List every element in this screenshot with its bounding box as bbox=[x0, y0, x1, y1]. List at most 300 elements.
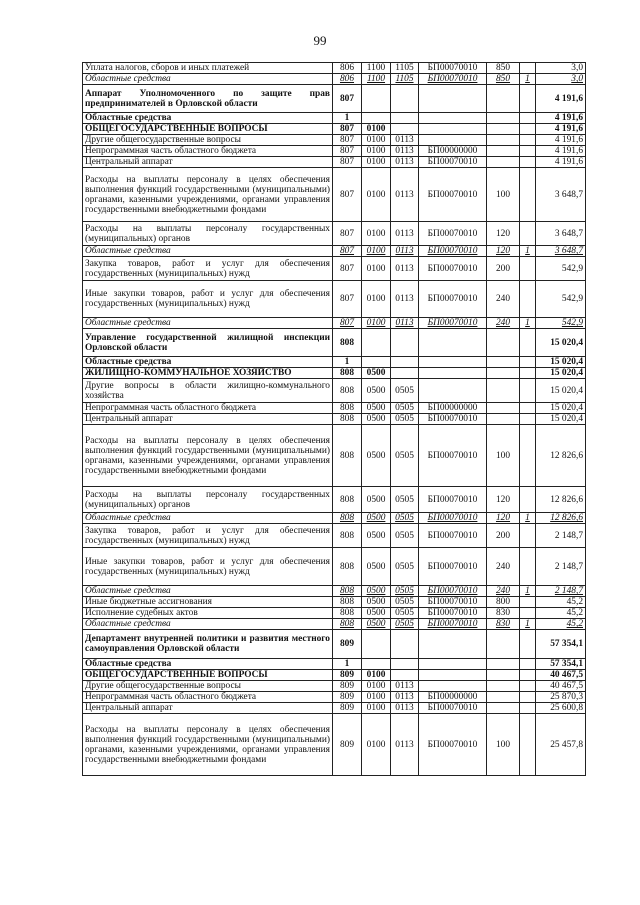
row-target-article: БП00070010 bbox=[419, 597, 487, 608]
table-row bbox=[83, 379, 586, 403]
row-amount: 40 467,5 bbox=[536, 670, 586, 681]
row-ved-code: 808 bbox=[333, 403, 362, 414]
row-subsection-code: 0113 bbox=[391, 714, 419, 776]
row-target-article bbox=[419, 135, 487, 146]
row-target-article bbox=[419, 85, 487, 113]
row-name: Областные средства bbox=[83, 357, 333, 368]
table-row bbox=[83, 714, 586, 776]
row-target-article bbox=[419, 659, 487, 670]
row-subsection-code: 0113 bbox=[391, 257, 419, 281]
row-source-code bbox=[520, 487, 536, 513]
row-subsection-code: 0113 bbox=[391, 146, 419, 157]
row-name: Другие вопросы в области жилищно-коммунального хозяйства bbox=[83, 379, 333, 403]
row-subsection-code: 0505 bbox=[391, 487, 419, 513]
row-target-article: БП00070010 bbox=[419, 257, 487, 281]
table-row bbox=[83, 608, 586, 619]
row-name: Областные средства bbox=[83, 513, 333, 524]
row-subsection-code bbox=[391, 85, 419, 113]
row-ved-code: 807 bbox=[333, 222, 362, 246]
table-row bbox=[83, 670, 586, 681]
row-source-code bbox=[520, 124, 536, 135]
row-ved-code: 808 bbox=[333, 619, 362, 630]
row-target-article: БП00070010 bbox=[419, 513, 487, 524]
table-row bbox=[83, 246, 586, 257]
row-source-code bbox=[520, 425, 536, 487]
row-expense-type bbox=[487, 703, 520, 714]
row-subsection-code bbox=[391, 659, 419, 670]
row-target-article: БП00070010 bbox=[419, 714, 487, 776]
row-source-code bbox=[520, 524, 536, 548]
row-ved-code: 808 bbox=[333, 586, 362, 597]
row-amount: 3 648,7 bbox=[536, 222, 586, 246]
row-expense-type: 830 bbox=[487, 619, 520, 630]
row-section-code: 0100 bbox=[362, 222, 391, 246]
row-name: Областные средства bbox=[83, 246, 333, 257]
row-name: Иные бюджетные ассигнования bbox=[83, 597, 333, 608]
row-ved-code: 808 bbox=[333, 368, 362, 379]
row-target-article bbox=[419, 630, 487, 659]
table-row bbox=[83, 597, 586, 608]
row-target-article bbox=[419, 681, 487, 692]
row-amount: 15 020,4 bbox=[536, 357, 586, 368]
row-expense-type bbox=[487, 659, 520, 670]
table-row bbox=[83, 168, 586, 222]
row-source-code bbox=[520, 670, 536, 681]
row-source-code bbox=[520, 403, 536, 414]
row-target-article: БП00070010 bbox=[419, 281, 487, 318]
row-name: Областные средства bbox=[83, 659, 333, 670]
row-expense-type bbox=[487, 692, 520, 703]
row-name: Закупка товаров, работ и услуг для обеспечения государственных (муниципальных) нужд bbox=[83, 524, 333, 548]
row-name: Расходы на выплаты персоналу в целях обеспечения выполнения функций государственными (муниципальными) органами, казенными учреждениями, органами управления государственными внебюджетными фондами bbox=[83, 168, 333, 222]
table-row bbox=[83, 357, 586, 368]
row-subsection-code: 0113 bbox=[391, 281, 419, 318]
row-subsection-code bbox=[391, 630, 419, 659]
row-subsection-code: 0113 bbox=[391, 318, 419, 329]
row-source-code bbox=[520, 257, 536, 281]
row-name: Иные закупки товаров, работ и услуг для обеспечения государственных (муниципальных) нужд bbox=[83, 281, 333, 318]
row-source-code bbox=[520, 597, 536, 608]
row-amount: 542,9 bbox=[536, 318, 586, 329]
row-subsection-code: 0505 bbox=[391, 548, 419, 586]
row-name: Расходы на выплаты персоналу в целях обеспечения выполнения функций государственными (муниципальными) органами, казенными учреждениями, органами управления государственными внебюджетными фондами bbox=[83, 425, 333, 487]
row-subsection-code: 0505 bbox=[391, 586, 419, 597]
row-expense-type bbox=[487, 414, 520, 425]
row-name: Областные средства bbox=[83, 318, 333, 329]
row-subsection-code: 0505 bbox=[391, 403, 419, 414]
row-amount: 12 826,6 bbox=[536, 513, 586, 524]
table-row bbox=[83, 414, 586, 425]
row-section-code: 0500 bbox=[362, 524, 391, 548]
row-target-article: БП00000000 bbox=[419, 146, 487, 157]
row-ved-code: 809 bbox=[333, 670, 362, 681]
row-amount: 3,0 bbox=[536, 74, 586, 85]
row-section-code: 0100 bbox=[362, 692, 391, 703]
table-row bbox=[83, 425, 586, 487]
table-row bbox=[83, 487, 586, 513]
row-section-code: 0100 bbox=[362, 246, 391, 257]
row-ved-code: 809 bbox=[333, 714, 362, 776]
row-ved-code: 806 bbox=[333, 63, 362, 74]
row-subsection-code: 0505 bbox=[391, 414, 419, 425]
row-amount: 15 020,4 bbox=[536, 329, 586, 357]
row-subsection-code: 0505 bbox=[391, 513, 419, 524]
table-row bbox=[83, 703, 586, 714]
row-subsection-code: 0505 bbox=[391, 608, 419, 619]
row-name: ОБЩЕГОСУДАРСТВЕННЫЕ ВОПРОСЫ bbox=[83, 670, 333, 681]
row-section-code: 0500 bbox=[362, 548, 391, 586]
row-source-code: 1 bbox=[520, 318, 536, 329]
row-amount: 4 191,6 bbox=[536, 157, 586, 168]
row-target-article: БП00070010 bbox=[419, 63, 487, 74]
row-name: Департамент внутренней политики и развития местного самоуправления Орловской области bbox=[83, 630, 333, 659]
row-ved-code: 807 bbox=[333, 146, 362, 157]
row-amount: 15 020,4 bbox=[536, 403, 586, 414]
row-target-article: БП00070010 bbox=[419, 703, 487, 714]
row-target-article: БП00070010 bbox=[419, 586, 487, 597]
row-ved-code: 807 bbox=[333, 318, 362, 329]
row-name: Областные средства bbox=[83, 586, 333, 597]
row-source-code bbox=[520, 157, 536, 168]
row-ved-code: 807 bbox=[333, 257, 362, 281]
row-subsection-code: 0113 bbox=[391, 681, 419, 692]
row-expense-type: 200 bbox=[487, 257, 520, 281]
row-expense-type: 200 bbox=[487, 524, 520, 548]
table-row bbox=[83, 113, 586, 124]
row-ved-code: 808 bbox=[333, 608, 362, 619]
row-name: Иные закупки товаров, работ и услуг для обеспечения государственных (муниципальных) нужд bbox=[83, 548, 333, 586]
row-target-article: БП00070010 bbox=[419, 74, 487, 85]
table-row bbox=[83, 524, 586, 548]
row-subsection-code: 0113 bbox=[391, 135, 419, 146]
row-subsection-code: 0113 bbox=[391, 157, 419, 168]
row-ved-code: 807 bbox=[333, 124, 362, 135]
row-section-code: 0100 bbox=[362, 703, 391, 714]
row-amount: 25 600,8 bbox=[536, 703, 586, 714]
table-row bbox=[83, 619, 586, 630]
row-amount: 4 191,6 bbox=[536, 146, 586, 157]
table-row bbox=[83, 681, 586, 692]
row-ved-code: 1 bbox=[333, 357, 362, 368]
row-target-article bbox=[419, 379, 487, 403]
row-expense-type: 120 bbox=[487, 222, 520, 246]
row-ved-code: 808 bbox=[333, 425, 362, 487]
table-row bbox=[83, 281, 586, 318]
row-source-code bbox=[520, 357, 536, 368]
row-ved-code: 809 bbox=[333, 681, 362, 692]
row-ved-code: 809 bbox=[333, 703, 362, 714]
row-name: Другие общегосударственные вопросы bbox=[83, 135, 333, 146]
row-target-article: БП00070010 bbox=[419, 548, 487, 586]
row-expense-type bbox=[487, 157, 520, 168]
table-row bbox=[83, 63, 586, 74]
row-amount: 2 148,7 bbox=[536, 524, 586, 548]
row-name: Непрограммная часть областного бюджета bbox=[83, 146, 333, 157]
row-amount: 542,9 bbox=[536, 281, 586, 318]
row-name: Управление государственной жилищной инспекции Орловской области bbox=[83, 329, 333, 357]
row-subsection-code: 0505 bbox=[391, 524, 419, 548]
budget-table bbox=[82, 62, 586, 776]
row-section-code: 0500 bbox=[362, 414, 391, 425]
row-target-article bbox=[419, 357, 487, 368]
table-row bbox=[83, 368, 586, 379]
row-expense-type: 850 bbox=[487, 63, 520, 74]
row-ved-code: 808 bbox=[333, 597, 362, 608]
row-name: Центральный аппарат bbox=[83, 703, 333, 714]
row-expense-type: 830 bbox=[487, 608, 520, 619]
row-subsection-code: 1105 bbox=[391, 63, 419, 74]
row-subsection-code: 0113 bbox=[391, 168, 419, 222]
row-ved-code: 808 bbox=[333, 548, 362, 586]
row-subsection-code: 0505 bbox=[391, 619, 419, 630]
row-amount: 15 020,4 bbox=[536, 414, 586, 425]
row-name: Областные средства bbox=[83, 113, 333, 124]
table-row bbox=[83, 659, 586, 670]
row-section-code bbox=[362, 113, 391, 124]
row-section-code: 0500 bbox=[362, 379, 391, 403]
row-expense-type bbox=[487, 681, 520, 692]
row-amount: 4 191,6 bbox=[536, 135, 586, 146]
row-section-code: 0500 bbox=[362, 619, 391, 630]
row-expense-type bbox=[487, 124, 520, 135]
row-section-code: 0500 bbox=[362, 425, 391, 487]
row-target-article bbox=[419, 368, 487, 379]
row-target-article bbox=[419, 670, 487, 681]
row-name: ЖИЛИЩНО-КОММУНАЛЬНОЕ ХОЗЯЙСТВО bbox=[83, 368, 333, 379]
row-ved-code: 807 bbox=[333, 157, 362, 168]
row-amount: 542,9 bbox=[536, 257, 586, 281]
row-target-article: БП00070010 bbox=[419, 168, 487, 222]
row-section-code bbox=[362, 630, 391, 659]
row-amount: 12 826,6 bbox=[536, 487, 586, 513]
row-name: Расходы на выплаты персоналу государственных (муниципальных) органов bbox=[83, 222, 333, 246]
row-source-code bbox=[520, 63, 536, 74]
row-source-code bbox=[520, 548, 536, 586]
row-section-code bbox=[362, 357, 391, 368]
row-name: Расходы на выплаты персоналу государственных (муниципальных) органов bbox=[83, 487, 333, 513]
row-amount: 45,2 bbox=[536, 619, 586, 630]
row-expense-type: 120 bbox=[487, 246, 520, 257]
row-ved-code: 807 bbox=[333, 168, 362, 222]
row-section-code: 0100 bbox=[362, 257, 391, 281]
row-source-code bbox=[520, 85, 536, 113]
row-expense-type bbox=[487, 630, 520, 659]
row-source-code bbox=[520, 281, 536, 318]
table-row bbox=[83, 630, 586, 659]
row-expense-type bbox=[487, 670, 520, 681]
row-ved-code: 808 bbox=[333, 513, 362, 524]
row-amount: 3 648,7 bbox=[536, 168, 586, 222]
row-source-code bbox=[520, 630, 536, 659]
row-subsection-code bbox=[391, 357, 419, 368]
row-section-code: 0100 bbox=[362, 146, 391, 157]
row-section-code: 0500 bbox=[362, 368, 391, 379]
row-expense-type: 850 bbox=[487, 74, 520, 85]
row-expense-type bbox=[487, 85, 520, 113]
row-section-code: 0500 bbox=[362, 487, 391, 513]
row-subsection-code bbox=[391, 368, 419, 379]
row-name: Уплата налогов, сборов и иных платежей bbox=[83, 63, 333, 74]
row-section-code bbox=[362, 329, 391, 357]
row-ved-code: 807 bbox=[333, 281, 362, 318]
row-expense-type: 800 bbox=[487, 597, 520, 608]
row-amount: 4 191,6 bbox=[536, 124, 586, 135]
row-target-article: БП00070010 bbox=[419, 487, 487, 513]
row-subsection-code: 0113 bbox=[391, 222, 419, 246]
row-expense-type: 240 bbox=[487, 318, 520, 329]
row-ved-code: 807 bbox=[333, 135, 362, 146]
row-expense-type bbox=[487, 135, 520, 146]
row-section-code: 0500 bbox=[362, 586, 391, 597]
row-amount: 15 020,4 bbox=[536, 379, 586, 403]
table-row bbox=[83, 135, 586, 146]
row-name: Аппарат Уполномоченного по защите прав предпринимателей в Орловской области bbox=[83, 85, 333, 113]
page-number: 99 bbox=[313, 33, 327, 48]
row-amount: 4 191,6 bbox=[536, 113, 586, 124]
row-name: Расходы на выплаты персоналу в целях обеспечения выполнения функций государственными (муниципальными) органами, казенными учреждениями, органами управления государственными внебюджетными фондами bbox=[83, 714, 333, 776]
row-source-code: 1 bbox=[520, 513, 536, 524]
row-amount: 25 870,3 bbox=[536, 692, 586, 703]
table-row bbox=[83, 74, 586, 85]
row-expense-type bbox=[487, 146, 520, 157]
row-ved-code: 1 bbox=[333, 113, 362, 124]
row-amount: 57 354,1 bbox=[536, 630, 586, 659]
row-amount: 45,2 bbox=[536, 608, 586, 619]
row-target-article: БП00000000 bbox=[419, 692, 487, 703]
row-source-code bbox=[520, 135, 536, 146]
row-section-code: 1100 bbox=[362, 74, 391, 85]
row-ved-code: 807 bbox=[333, 85, 362, 113]
table-row bbox=[83, 548, 586, 586]
row-expense-type bbox=[487, 368, 520, 379]
row-name: Областные средства bbox=[83, 74, 333, 85]
row-amount: 3 648,7 bbox=[536, 246, 586, 257]
row-name: Другие общегосударственные вопросы bbox=[83, 681, 333, 692]
row-amount: 25 457,8 bbox=[536, 714, 586, 776]
row-target-article: БП00070010 bbox=[419, 619, 487, 630]
table-row bbox=[83, 513, 586, 524]
row-amount: 3,0 bbox=[536, 63, 586, 74]
row-source-code bbox=[520, 659, 536, 670]
row-source-code: 1 bbox=[520, 586, 536, 597]
row-expense-type: 120 bbox=[487, 513, 520, 524]
table-row bbox=[83, 85, 586, 113]
table-row bbox=[83, 586, 586, 597]
row-expense-type bbox=[487, 357, 520, 368]
row-ved-code: 808 bbox=[333, 329, 362, 357]
row-source-code bbox=[520, 368, 536, 379]
row-target-article: БП00070010 bbox=[419, 524, 487, 548]
row-section-code: 0500 bbox=[362, 513, 391, 524]
row-target-article bbox=[419, 329, 487, 357]
row-name: Центральный аппарат bbox=[83, 157, 333, 168]
row-expense-type: 240 bbox=[487, 586, 520, 597]
table-row bbox=[83, 124, 586, 135]
row-section-code: 0100 bbox=[362, 281, 391, 318]
table-row bbox=[83, 692, 586, 703]
table-row bbox=[83, 318, 586, 329]
row-source-code bbox=[520, 168, 536, 222]
row-ved-code: 808 bbox=[333, 414, 362, 425]
row-source-code bbox=[520, 681, 536, 692]
row-expense-type: 120 bbox=[487, 487, 520, 513]
row-target-article: БП00070010 bbox=[419, 414, 487, 425]
row-target-article: БП00070010 bbox=[419, 608, 487, 619]
row-name: Непрограммная часть областного бюджета bbox=[83, 692, 333, 703]
row-source-code bbox=[520, 113, 536, 124]
row-subsection-code: 0113 bbox=[391, 692, 419, 703]
row-target-article: БП00000000 bbox=[419, 403, 487, 414]
row-target-article: БП00070010 bbox=[419, 425, 487, 487]
row-subsection-code: 0505 bbox=[391, 379, 419, 403]
row-target-article: БП00070010 bbox=[419, 157, 487, 168]
row-section-code bbox=[362, 659, 391, 670]
table-row bbox=[83, 146, 586, 157]
row-target-article: БП00070010 bbox=[419, 222, 487, 246]
row-target-article: БП00070010 bbox=[419, 318, 487, 329]
row-section-code: 0100 bbox=[362, 670, 391, 681]
row-source-code bbox=[520, 222, 536, 246]
row-source-code bbox=[520, 703, 536, 714]
row-target-article bbox=[419, 124, 487, 135]
row-expense-type bbox=[487, 403, 520, 414]
row-section-code: 0500 bbox=[362, 608, 391, 619]
row-ved-code: 806 bbox=[333, 74, 362, 85]
row-name: Непрограммная часть областного бюджета bbox=[83, 403, 333, 414]
row-expense-type: 100 bbox=[487, 168, 520, 222]
table-row bbox=[83, 157, 586, 168]
row-expense-type: 100 bbox=[487, 425, 520, 487]
row-source-code bbox=[520, 714, 536, 776]
row-subsection-code bbox=[391, 124, 419, 135]
row-ved-code: 807 bbox=[333, 246, 362, 257]
row-ved-code: 808 bbox=[333, 524, 362, 548]
row-expense-type bbox=[487, 113, 520, 124]
row-section-code: 0500 bbox=[362, 403, 391, 414]
row-expense-type: 100 bbox=[487, 714, 520, 776]
row-amount: 57 354,1 bbox=[536, 659, 586, 670]
row-expense-type bbox=[487, 379, 520, 403]
row-section-code: 0500 bbox=[362, 597, 391, 608]
table-row bbox=[83, 257, 586, 281]
row-name: Исполнение судебных актов bbox=[83, 608, 333, 619]
row-section-code: 0100 bbox=[362, 157, 391, 168]
row-amount: 45,2 bbox=[536, 597, 586, 608]
row-subsection-code: 0505 bbox=[391, 597, 419, 608]
row-section-code: 0100 bbox=[362, 681, 391, 692]
row-amount: 12 826,6 bbox=[536, 425, 586, 487]
row-ved-code: 808 bbox=[333, 487, 362, 513]
row-section-code: 0100 bbox=[362, 168, 391, 222]
row-source-code: 1 bbox=[520, 619, 536, 630]
row-name: Центральный аппарат bbox=[83, 414, 333, 425]
row-subsection-code: 0505 bbox=[391, 425, 419, 487]
row-target-article: БП00070010 bbox=[419, 246, 487, 257]
row-source-code bbox=[520, 692, 536, 703]
table-row bbox=[83, 329, 586, 357]
row-target-article bbox=[419, 113, 487, 124]
row-name: Закупка товаров, работ и услуг для обеспечения государственных (муниципальных) нужд bbox=[83, 257, 333, 281]
row-amount: 15 020,4 bbox=[536, 368, 586, 379]
row-expense-type bbox=[487, 329, 520, 357]
row-section-code: 1100 bbox=[362, 63, 391, 74]
row-section-code: 0100 bbox=[362, 135, 391, 146]
row-name: ОБЩЕГОСУДАРСТВЕННЫЕ ВОПРОСЫ bbox=[83, 124, 333, 135]
row-section-code bbox=[362, 85, 391, 113]
row-ved-code: 808 bbox=[333, 379, 362, 403]
row-name: Областные средства bbox=[83, 619, 333, 630]
row-section-code: 0100 bbox=[362, 318, 391, 329]
